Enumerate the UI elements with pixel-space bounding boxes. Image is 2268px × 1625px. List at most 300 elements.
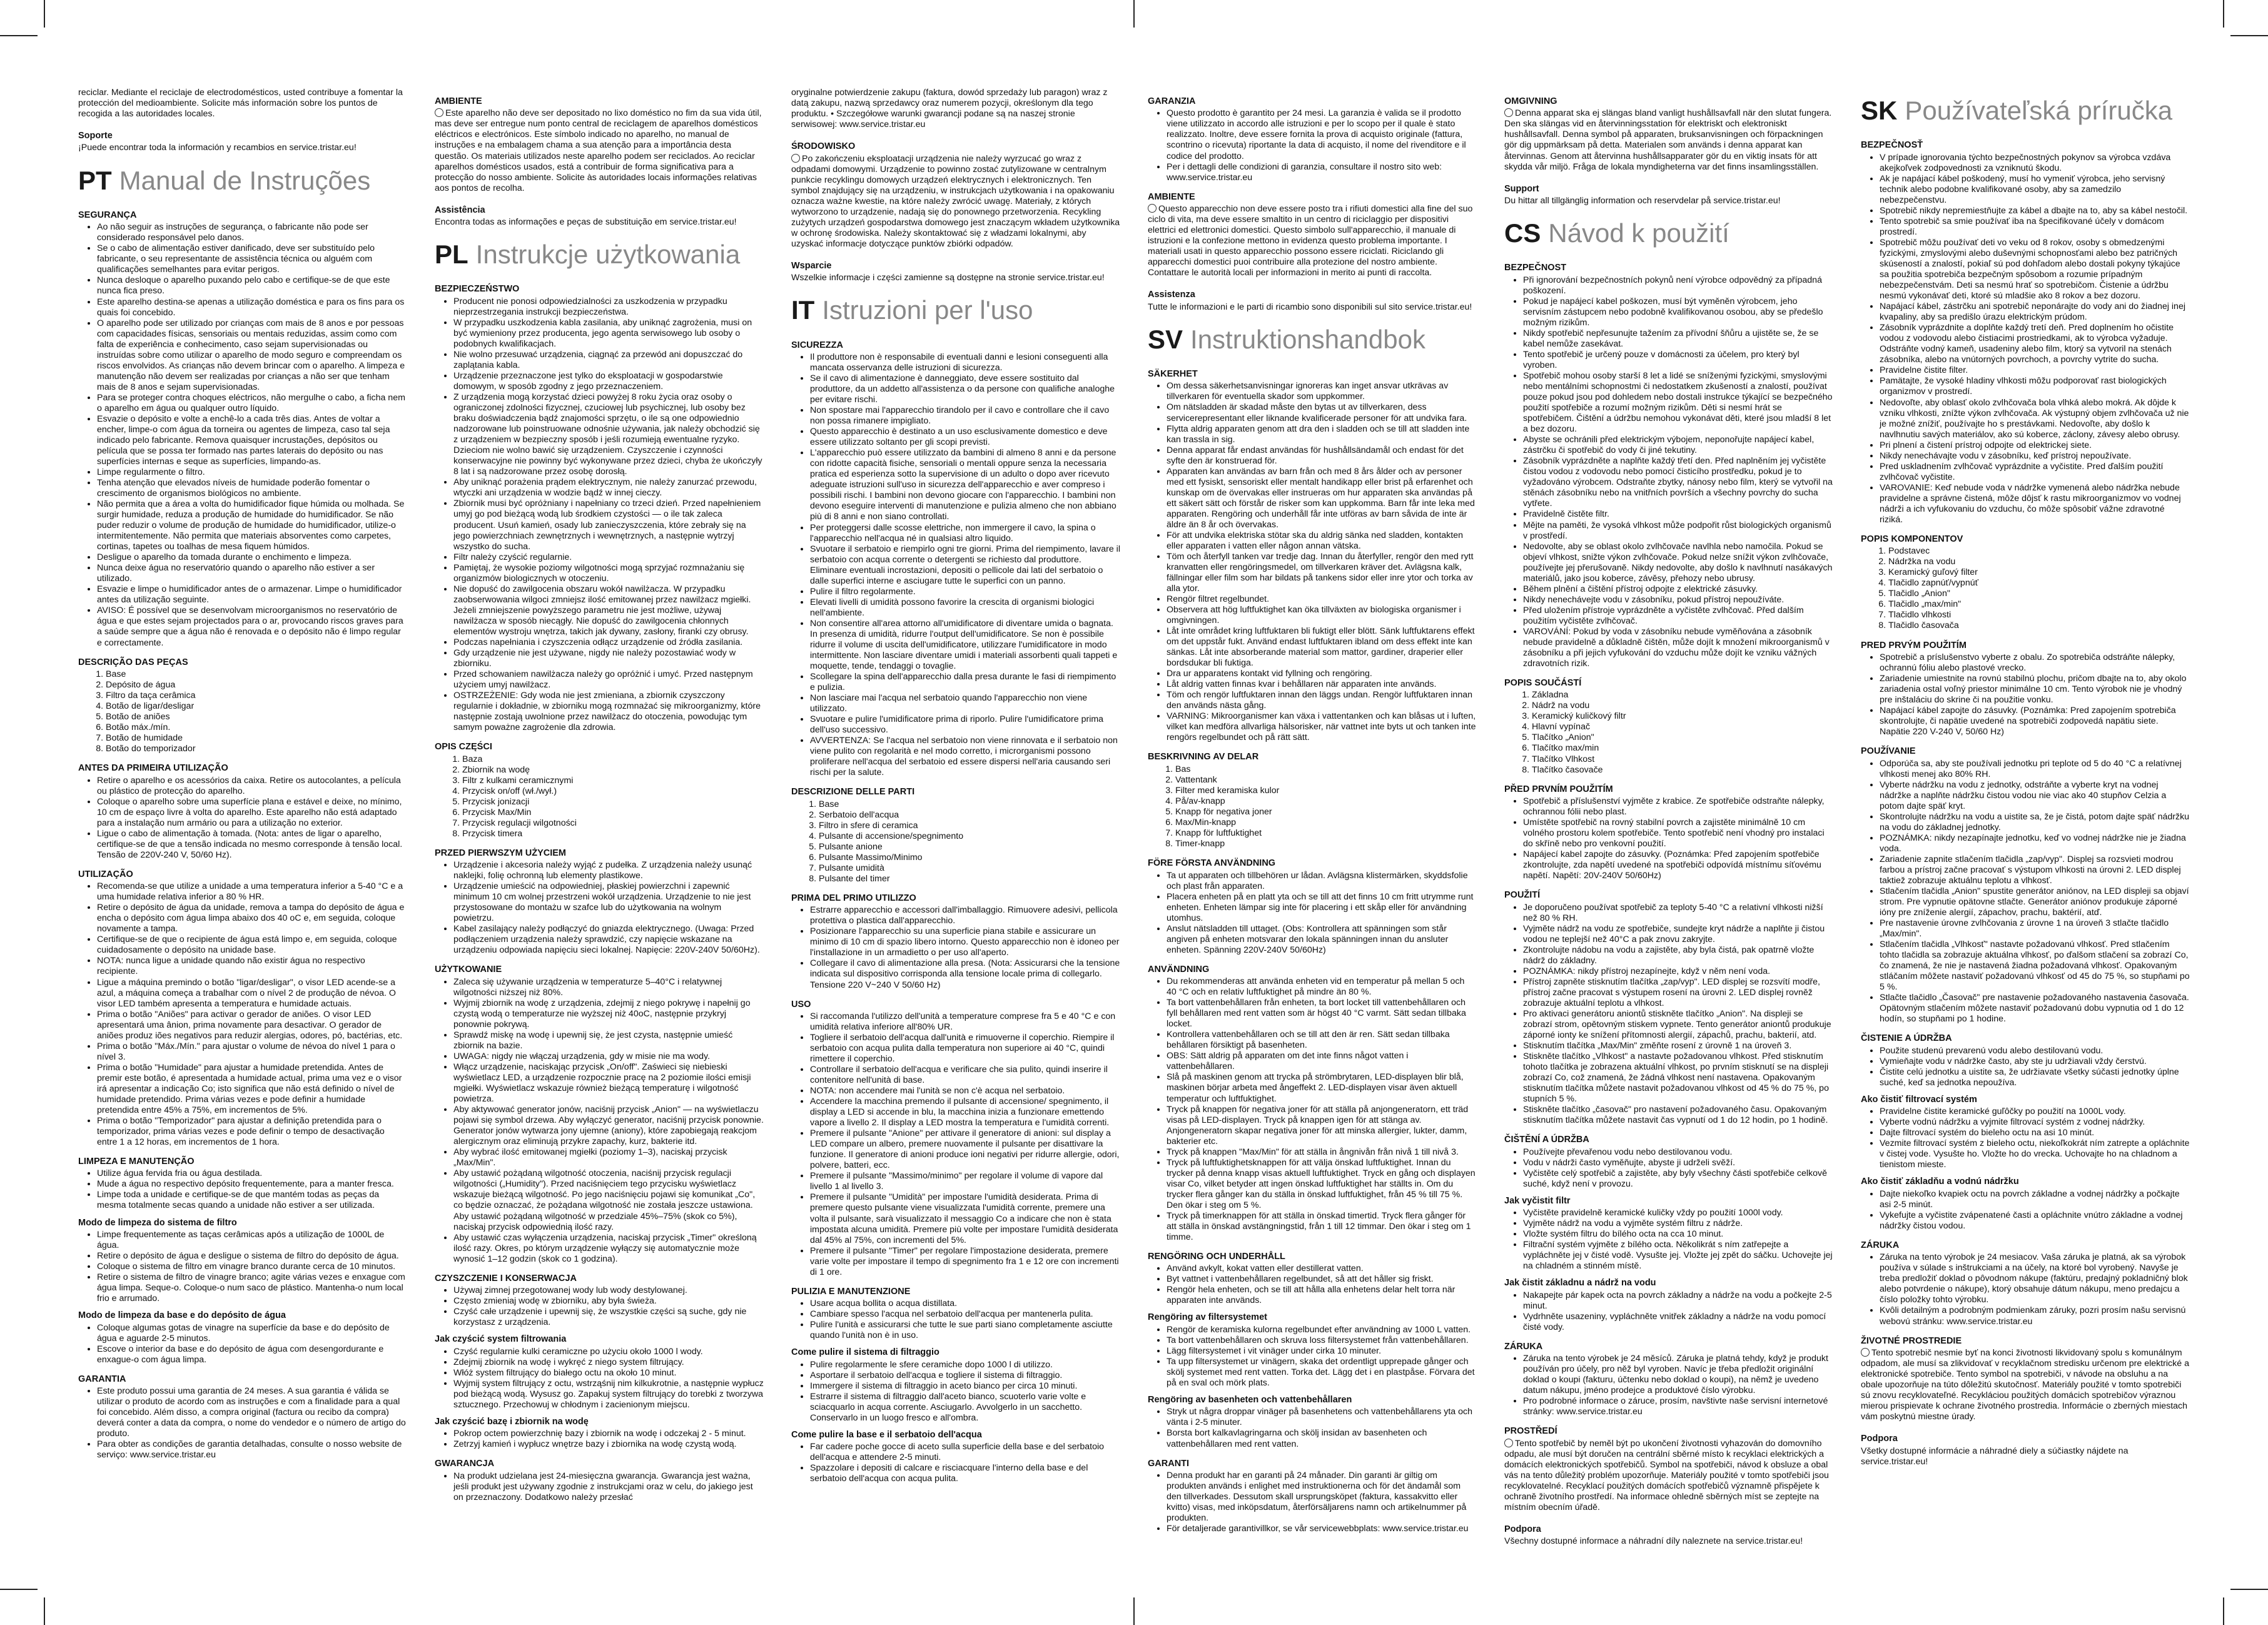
manual-title: Návod k použití bbox=[1548, 218, 1729, 248]
list-item: 2. Vattentank bbox=[1175, 775, 1477, 786]
list-item: • Zaleca się używanie urządzenia w temperaturze 5–40°C i relatywnej wilgotności niższej niż 80%. bbox=[453, 977, 764, 998]
list-item: • Byt vattnet i vattenbehållaren regelbundet, så att det håller sig friskt. bbox=[1167, 1274, 1477, 1285]
recycle-bin-icon bbox=[435, 108, 443, 117]
list-item: 7. Przycisk regulacji wilgotności bbox=[462, 818, 764, 829]
section-heading: ANVÄNDNING bbox=[1148, 964, 1210, 974]
paragraph bbox=[78, 143, 407, 153]
list-item: • Om dessa säkerhetsanvisningar ignoreras kan inget ansvar utkrävas av tillverkaren för eventuella skador som uppkommer. bbox=[1167, 381, 1477, 402]
section-heading: AMBIENTE bbox=[1148, 191, 1195, 202]
list-item: • För att undvika elektriska stötar ska du aldrig sänka ned sladden, kontakten eller apparaten i vatten eller någon annan vätska. bbox=[1167, 530, 1477, 552]
list-item: • Dajte filtrovací systém do bieleho octu na asi 10 minút. bbox=[1880, 1128, 2190, 1138]
list-item: • Pri plnení a čistení prístroj odpojte od elektrickej siete. bbox=[1880, 440, 2190, 451]
list-item: • Coloque algumas gotas de vinagre na superfície da base e do depósito de água e aguarde 2-5 minutos. bbox=[97, 1323, 407, 1344]
list-item: • AVVERTENZA: Se l'acqua nel serbatoio non viene rinnovata e il serbatoio non viene pulito con regolarità e nel modo corretto, i microrganismi possono proliferare nell'acqua del serbatoio ed essere dispersi nell'aria causando seri rischi per la salute. bbox=[810, 736, 1120, 778]
list-item: 6. Tlačidlo „max/min" bbox=[1888, 599, 2190, 610]
subheading: Podpora bbox=[1504, 1524, 1541, 1535]
bullet-list bbox=[1148, 108, 1477, 183]
list-item: • Odporúča sa, aby ste používali jednotku pri teplote od 5 do 40 °C a relatívnej vlhkosti menej ako 80% RH. bbox=[1880, 759, 2190, 780]
list-item: • Não permita que a área a volta do humidificador fique húmida ou molhada. Se surgir humidade, reduza a produção de humidade do humidificador. Se não puder reduzir o volume de produção de humidade do humidificador, utilize-o intermitentemente. Não permita que materiais absorventes como carpetes, cortinas, tapetes ou toalhas de mesa fiquem húmidos. bbox=[97, 499, 407, 552]
list-item: • Tryck på timerknappen för att ställa in önskad timertid. Tryck flera gånger för att ställa in önskad avstängningstid, från 1 till 12 timmar. Den ökar i steg om 1 timme. bbox=[1167, 1211, 1477, 1243]
list-item: • NOTA: nunca ligue a unidade quando não existir água no respectivo recipiente. bbox=[97, 956, 407, 977]
list-item: • Pamiętaj, że wysokie poziomy wilgotności mogą sprzyjać rozmnażaniu się organizmów biologicznych w otoczeniu. bbox=[453, 563, 764, 584]
subheading: Jak vyčistit filtr bbox=[1504, 1195, 1571, 1206]
list-item: 8. Botão do temporizador bbox=[106, 744, 407, 754]
list-item: • Låt aldrig vatten finnas kvar i behållaren när apparaten inte används. bbox=[1167, 679, 1477, 690]
list-item: 8. Timer-knapp bbox=[1175, 839, 1477, 849]
paragraph bbox=[78, 88, 407, 119]
section-heading: ŽIVOTNÉ PROSTREDIE bbox=[1861, 1335, 1962, 1346]
list-item: 2. Zbiornik na wodę bbox=[462, 765, 764, 776]
crop-mark bbox=[2230, 1589, 2268, 1590]
fold-mark bbox=[1133, 1597, 1135, 1625]
list-item: • Producent nie ponosi odpowiedzialności za uszkodzenia w przypadku nieprzestrzegania instrukcji bezpieczeństwa. bbox=[453, 296, 764, 318]
bullet-list bbox=[1148, 976, 1477, 1243]
list-item: • L'apparecchio può essere utilizzato da bambini di almeno 8 anni e da persone con ridotte capacità fisiche, sensoriali o mentali oppure senza la necessaria pratica ed esperienza sotto la supervisione di un adulto o dopo aver ricevuto adeguate istruzioni sull'uso in sicurezza dell'apparecchio e aver compreso i possibili rischi. I bambini non devono giocare con l'apparecchio. I bambini non devono eseguire interventi di manutenzione e pulizia almeno che non abbiano più di 8 anni e non siano controllati. bbox=[810, 448, 1120, 522]
list-item: • Vydrhněte usazeniny, vypláchněte vnitřek základny a nádrže na vodu pomocí čisté vody. bbox=[1523, 1312, 1833, 1333]
section-heading: PROSTŘEDÍ bbox=[1504, 1426, 1557, 1437]
list-item: • Premere il pulsante "Umidità" per impostare l'umidità desiderata. Prima di premere questo pulsante viene visualizzata l'umidità corrente, premere una volta il pulsante, sarà visualizzato il messaggio Co a indicare che non è stata impostata alcuna umidità. Premere più volte per impostare l'umidità desiderata dal 45% al 75%, con incrementi del 5%. bbox=[810, 1192, 1120, 1245]
list-item: • Skontrolujte nádržku na vodu a uistite sa, že je čistá, potom dajte späť nádržku na vodu do základnej jednotky. bbox=[1880, 812, 2190, 833]
list-item: • Vyberte nádržku na vodu z jednotky, odstráňte a vyberte kryt na vodnej nádržke a naplňte nádržku čistou vodou nie viac ako 40 stupňov Celzia a potom dajte späť kryt. bbox=[1880, 780, 2190, 812]
list-item: • Questo apparecchio è destinato a un uso esclusivamente domestico e deve essere utilizzato soltanto per gli scopi previsti. bbox=[810, 427, 1120, 448]
list-item: • Używaj zimnej przegotowanej wody lub wody destylowanej. bbox=[453, 1285, 764, 1296]
bullet-list bbox=[78, 1323, 407, 1365]
list-item: • Umístěte spotřebič na rovný stabilní povrch a zajistěte minimálně 10 cm volného prostoru kolem spotřebiče. Tento spotřebič není vhodný pro instalaci do skříně nebo pro venkovní použití. bbox=[1523, 818, 1833, 849]
paragraph-text: ¡Puede encontrar toda la información y recambios en service.tristar.eu! bbox=[78, 143, 357, 153]
list-item: • Pro podrobné informace o záruce, prosím, navštivte naše servisní internetové stránky: www.service.tristar.eu bbox=[1523, 1396, 1833, 1417]
list-item: • Wyjmij zbiornik na wodę z urządzenia, zdejmij z niego pokrywę i napełnij go czystą wodą o temperaturze nie wyższej niż 40oC, następnie przykryj ponownie pokrywą. bbox=[453, 998, 764, 1030]
bullet-list bbox=[1861, 759, 2190, 1025]
bullet-list bbox=[435, 977, 764, 1265]
list-item: • Tento spotřebič je určený pouze v domácnosti za účelem, pro který byl vyroben. bbox=[1523, 350, 1833, 371]
list-item: • Zariadenie zapnite stlačením tlačidla „zap/vyp". Displej sa rozsvieti modrou farbou a prístroj začne pracovať s výstupom vlhkosti na úrovni 2. LED displej taktiež zobrazuje aktuálnu teplotu a vlhkosť. bbox=[1880, 854, 2190, 886]
bullet-list bbox=[1861, 1252, 2190, 1327]
list-item: 3. Filtro da taça cerâmica bbox=[106, 691, 407, 701]
section-heading: ANTES DA PRIMEIRA UTILIZAÇÃO bbox=[78, 763, 228, 774]
list-item: 3. Filtro in sfere di ceramica bbox=[819, 821, 1120, 831]
list-item: • Prima o botão "Humidade" para ajustar a humidade pretendida. Antes de premir este botão, é apresentada a humidade actual, prima uma vez e o visor irá apresentar a indicação Co; isto significa que não está definido o nível de humidade pretendido. Prima várias vezes e pode definir a humidade pretendida entre 45% a 75%, em incrementos de 5%. bbox=[97, 1063, 407, 1116]
bullet-list bbox=[1148, 1471, 1477, 1534]
paragraph-text: Všetky dostupné informácie a náhradné diely a súčiastky nájdete na service.tristar.eu! bbox=[1861, 1445, 2129, 1467]
list-item: • Svuotare e pulire l'umidificatore prima di riporlo. Pulire l'umidificatore prima dell'uso successivo. bbox=[810, 714, 1120, 736]
list-item: 2. Serbatoio dell'acqua bbox=[819, 810, 1120, 821]
list-item: • Stlačením tlačidla „Anion" spustite generátor aniónov, na LED displeji sa objaví strom. Pre vypnutie opätovne stlačte. Generátor aniónov produkuje záporné ióny pre zníženie alergií, zápachov, prachu, baktérií, atď. bbox=[1880, 886, 2190, 918]
list-item: • Si raccomanda l'utilizzo dell'unità a temperature comprese fra 5 e 40 °C e con umidità relativa inferiore all'80% UR. bbox=[810, 1011, 1120, 1033]
list-item: 6. Pulsante Massimo/Minimo bbox=[819, 853, 1120, 863]
bullet-list bbox=[1861, 153, 2190, 525]
paragraph bbox=[791, 88, 1120, 130]
list-item: • Utilize água fervida fria ou água destilada. bbox=[97, 1168, 407, 1179]
crop-mark bbox=[0, 35, 38, 36]
bullet-list bbox=[791, 1011, 1120, 1278]
subheading: Support bbox=[1504, 183, 1539, 194]
column-6 bbox=[1861, 88, 2190, 1539]
list-item: • Aby ustawić czas wyłączenia urządzenia, naciskaj przycisk „Timer" określoną ilość razy. Okres, po którym urządzenie wyłączy się automatycznie może wynosić 1–12 godzin (skok co 1 godzina). bbox=[453, 1233, 764, 1265]
list-item: • Per i dettagli delle condizioni di garanzia, consultare il nostro sito web: www.service.tristar.eu bbox=[1167, 162, 1477, 183]
section-heading: UTILIZAÇÃO bbox=[78, 869, 133, 879]
list-item: • Zetrzyj kamień i wypłucz wnętrze bazy i zbiornika na wodę czystą wodą. bbox=[453, 1439, 764, 1450]
section-heading: GARANTIA bbox=[78, 1374, 126, 1384]
list-item: • Posizionare l'apparecchio su una superficie piana stabile e assicurare un minimo di 10 cm di spazio libero intorno. Questo apparecchio non è idoneo per l'installazione in un armadietto o per uso all'aperto. bbox=[810, 926, 1120, 958]
list-item: • Este produto possui uma garantia de 24 meses. A sua garantia é válida se utilizar o produto de acordo com as instruções e com a finalidade para a qual foi concebido. Além disso, a compra original (factura ou recibo da compra) deverá conter a data da compra, o nome do vendedor e o número de artigo do produto. bbox=[97, 1386, 407, 1439]
list-item: • AVISO: É possível que se desenvolvam microorganismos no reservatório de água e que estes sejam projectados para o ar, provocando riscos graves para a saúde sempre que a água não é renovada e o depósito não é limpo regular e correctamente. bbox=[97, 605, 407, 648]
section-heading: BEZPEČNOSŤ bbox=[1861, 140, 1923, 151]
list-item: • Zásobník vyprázdněte a naplňte každý třetí den. Před naplněním jej vyčistěte čistou vodou z vodovodu nebo pomocí čisticího prostředku, pokud je to vyžadováno výrobcem. Odstraňte zbytky, nánosy nebo film, který se vytvořil na stěnách zásobníku nebo na vnitřních površích a všechny povrchy do sucha vytřete. bbox=[1523, 456, 1833, 509]
subheading: Rengöring av filtersystemet bbox=[1148, 1312, 1267, 1323]
list-item: • Aby aktywować generator jonów, naciśnij przycisk „Anion" — na wyświetlaczu pojawi się symbol drzewa. Aby wyłączyć generator, naciśnij przycisk ponownie. Generator jonów wytwarza jony ujemne (aniony), które zapobiegają reakcjom alergicznym oraz eliminują przykre zapachy, kurz, bakterie itd. bbox=[453, 1105, 764, 1147]
paragraph-text: oryginalne potwierdzenie zakupu (faktura, dowód sprzedaży lub paragon) wraz z datą zakupu, nazwą sprzedawcy oraz numerem pozycji, określonym dla tego produktu. • Szczegółowe warunki gwarancji podane są na naszej stronie serwisowej: www.service.tristar.eu bbox=[791, 88, 1108, 130]
list-item: • Per proteggersi dalle scosse elettriche, non immergere il cavo, la spina o l'apparecchio nell'acqua né in qualsiasi altro liquido. bbox=[810, 523, 1120, 544]
list-item: • OSTRZEŻENIE: Gdy woda nie jest zmieniana, a zbiornik czyszczony regularnie i dokładnie, w zbiorniku mogą rozmnażać się mikroorganizmy, które następnie zostają uwolnione przez nawilżacz do otoczenia, powodując tym samym poważne zagrożenie dla zdrowia. bbox=[453, 691, 764, 733]
subheading: Assistenza bbox=[1148, 290, 1195, 300]
list-item: • Zbiornik musi być opróżniany i napełniany co trzeci dzień. Przed napełnieniem umyj go pod bieżącą wodą lub środkiem czystości — o ile tak zaleca producent. Usuń kamień, osady lub zanieczyszczenia, które zebrały się na jego powierzchniach zewnętrznych i wewnętrznych, a następnie wytrzyj wszystko do sucha. bbox=[453, 499, 764, 552]
list-item: • Používejte převařenou vodu nebo destilovanou vodu. bbox=[1523, 1147, 1833, 1158]
list-item: 2. Nádrž na vodu bbox=[1532, 701, 1833, 711]
list-item: • Coloque o sistema de filtro em vinagre branco durante cerca de 10 minutos. bbox=[97, 1262, 407, 1272]
list-item: • Premere il pulsante "Anione" per attivare il generatore di anioni: sul display a LED compare un albero, premere nuovamente il pulsante per disattivare la funzione. Il generatore di anioni produce ioni negativi per ridurre allergie, odori, polvere, batteri, ecc. bbox=[810, 1128, 1120, 1171]
subheading: Podpora bbox=[1861, 1434, 1898, 1444]
list-item: • Vezmite filtrovací systém z bieleho octu, niekoľkokrát ním zatrepte a opláchnite v čistej vode. Vysušte ho. Vložte ho do vrecka. Uchovajte ho na chladnom a tienistom mieste. bbox=[1880, 1138, 2190, 1170]
paragraph-text: Všechny dostupné informace a náhradní díly naleznete na service.tristar.eu! bbox=[1504, 1536, 1803, 1547]
section-heading: BEZPEČNOST bbox=[1504, 263, 1567, 273]
list-item: • Záruka na tento výrobok je 24 mesiacov. Vaša záruka je platná, ak sa výrobok používa v súlade s inštrukciami a na účely, na ktoré bol vyrobený. Navyše je treba predložiť doklad o pôvodnom nákupe (faktúru, predajný pokladničný blok alebo potvrdenie o nákupe), ktorý obsahuje dátum nákupu, meno predajcu a číslo položky tohto výrobku. bbox=[1880, 1252, 2190, 1305]
list-item: • Para obter as condições de garantia detalhadas, consulte o nosso website de serviço: www.service.tristar.eu bbox=[97, 1439, 407, 1460]
list-item: • Använd avkylt, kokat vatten eller destillerat vatten. bbox=[1167, 1263, 1477, 1274]
list-item: 8. Tlačidlo časovača bbox=[1888, 620, 2190, 631]
bullet-list bbox=[1504, 1208, 1833, 1272]
list-item: • POZNÁMKA: nikdy nezapínajte jednotku, keď vo vodnej nádržke nie je žiadna voda. bbox=[1880, 833, 2190, 854]
list-item: • Collegare il cavo di alimentazione alla presa. (Nota: Assicurarsi che la tensione indicata sul dispositivo corrisponda alla tensione locale prima di collegarlo. Tensione 220 V~240 V 50/60 Hz) bbox=[810, 958, 1120, 990]
list-item: • Estrarre il sistema di filtraggio dall'aceto bianco, scuoterlo varie volte e sciacquarlo in acqua corrente. Asciugarlo. Avvolgerlo in un sacchetto. Conservarlo in un luogo fresco e all'ombra. bbox=[810, 1392, 1120, 1424]
list-item: 3. Filter med keramiska kulor bbox=[1175, 786, 1477, 796]
bullet-list bbox=[791, 352, 1120, 778]
list-item: 5. Botão de aniões bbox=[106, 712, 407, 722]
list-item: • Zkontrolujte nádobu na vodu a zajistěte, aby byla čistá, pak opatrně vložte nádrž do základny. bbox=[1523, 945, 1833, 966]
list-item: • Pravidelně čistěte filtr. bbox=[1523, 509, 1833, 520]
crop-mark bbox=[2223, 0, 2224, 28]
crop-mark bbox=[2223, 1597, 2224, 1625]
list-item: • Napájecí kabel zapojte do zásuvky. (Poznámka: Před zapojením spotřebiče zkontrolujte, zda napětí uvedené na spotřebiči odpovídá místnímu síťovému napětí. Napětí: 20V-240V 50/60Hz) bbox=[1523, 849, 1833, 881]
list-item: • Coloque o aparelho sobre uma superfície plana e estável e deixe, no mínimo, 10 cm de espaço livre à volta do aparelho. Este aparelho não está adaptado para a instalação num armário ou para a utilização no exterior. bbox=[97, 797, 407, 829]
paragraph-text: Este aparelho não deve ser depositado no lixo doméstico no fim da sua vida útil, mas deve ser entregue num ponto central de reciclagem de aparelhos domésticos eléctricos e electrónicos. Este símbolo indicado no aparelho, no manual de instruções e na embalagem chama a sua atenção para a importância desta questão. Os materiais utilizados neste aparelho podem ser reciclados. Ao reciclar aparelhos domésticos usados, está a contribuir de forma significativa para a protecção do nosso ambiente. Solicite às autoridades locais informações relativas aos pontos de recolha. bbox=[435, 108, 762, 193]
section-title bbox=[1504, 218, 1833, 249]
list-item: • Il produttore non è responsabile di eventuali danni e lesioni conseguenti alla mancata osservanza delle istruzioni di sicurezza. bbox=[810, 352, 1120, 373]
list-item: • Vložte systém filtru do bílého octa na cca 10 minut. bbox=[1523, 1229, 1833, 1240]
list-item: • Zdejmij zbiornik na wodę i wykręć z niego system filtrujący. bbox=[453, 1357, 764, 1368]
list-item: • Czyść regularnie kulki ceramiczne po użyciu około 1000 l wody. bbox=[453, 1347, 764, 1357]
list-item: • Sprawdź miskę na wodę i upewnij się, że jest czysta, następnie umieść zbiornik na bazie. bbox=[453, 1030, 764, 1051]
list-item: • Observera att hög luftfuktighet kan öka tillväxten av biologiska organismer i omgivningen. bbox=[1167, 605, 1477, 626]
paragraph bbox=[791, 154, 1120, 250]
list-item: • Desligue o aparelho da tomada durante o enchimento e limpeza. bbox=[97, 552, 407, 563]
list-item: • POZNÁMKA: nikdy přístroj nezapínejte, když v něm není voda. bbox=[1523, 966, 1833, 977]
list-item: • Pravidelne čistite filter. bbox=[1880, 365, 2190, 376]
list-item: • Retire o depósito de água e desligue o sistema de filtro do depósito de água. bbox=[97, 1251, 407, 1262]
bullet-list bbox=[1504, 796, 1833, 881]
list-item: • Töm och rengör luftfuktaren innan den läggs undan. Rengör luftfuktaren innan den används nästa gång. bbox=[1167, 690, 1477, 711]
list-item: • Non consentire all'area attorno all'umidificatore di diventare umida o bagnata. In presenza di umidità, ridurre l'output dell'umidificatore. Se non è possibile ridurre il volume di uscita dell'umidificatore, utilizzare l'umidificatore in modo intermittente. Non lasciare diventare umidi i materiali assorbenti quali tappeti e moquette, tende, tendaggi o tovaglie. bbox=[810, 619, 1120, 672]
list-item: • Låt inte området kring luftfuktaren bli fuktigt eller blött. Sänk luftfuktarens effekt om det uppstår fukt. Använd endast luftfuktaren ibland om dess effekt inte kan sänkas. Låt inte absorberande material som mattor, gardiner, draperier eller bordsdukar bli fuktiga. bbox=[1167, 626, 1477, 669]
list-item: • Czyść całe urządzenie i upewnij się, że wszystkie części są suche, gdy nie korzystasz z urządzenia. bbox=[453, 1307, 764, 1328]
list-item: • Prima o botão "Máx./Mín." para ajustar o volume de névoa do nível 1 para o nível 3. bbox=[97, 1041, 407, 1063]
list-item: • Nie dopuść do zawilgocenia obszaru wokół nawilżacza. W przypadku zaobserwowania wilgoci zmniejsz ilość emitowanej przez nawilżacz mgiełki. Jeżeli zmniejszenie powyższego parametru nie jest możliwe, używaj nawilżacza w sposób niecągły. Nie dopuść do zawilgocenia chłonnych elementów wystroju wnętrza, takich jak dywany, zasłony, firanki czy obrusy. bbox=[453, 584, 764, 637]
list-item: 3. Filtr z kulkami ceramicznymi bbox=[462, 776, 764, 786]
list-item: 1. Bas bbox=[1175, 764, 1477, 775]
list-item: • Vymieňajte vodu v nádržke často, aby ste ju udržiavali vždy čerstvú. bbox=[1880, 1056, 2190, 1067]
bullet-list bbox=[1504, 1147, 1833, 1190]
list-item: • Denna apparat får endast användas för hushållsändamål och endast för det syfte den är konstruerad för. bbox=[1167, 445, 1477, 467]
bullet-list bbox=[435, 1347, 764, 1410]
fold-mark bbox=[1133, 0, 1135, 28]
section-heading: ČIŠTĚNÍ A ÚDRŽBA bbox=[1504, 1135, 1589, 1145]
section-heading: GARANTI bbox=[1148, 1458, 1190, 1469]
language-code: PT bbox=[78, 165, 112, 195]
list-item: • Włóż system filtrujący do białego octu na około 10 minut. bbox=[453, 1368, 764, 1379]
list-item: • Vyjměte nádrž na vodu ze spotřebiče, sundejte kryt nádrže a naplňte ji čistou vodou ne teplejší než 40°C a pak znovu zakryjte. bbox=[1523, 924, 1833, 945]
list-item: • Du rekommenderas att använda enheten vid en temperatur på mellan 5 och 40 °C och en relativ luftfuktighet på mindre än 80 %. bbox=[1167, 976, 1477, 998]
section-heading: ŚRODOWISKO bbox=[791, 141, 856, 152]
list-item: • Retire o aparelho e os acessórios da caixa. Retire os autocolantes, a película ou plástico de protecção do aparelho. bbox=[97, 776, 407, 797]
list-item: • Om nätsladden är skadad måste den bytas ut av tillverkaren, dess servicerepresentant eller liknande kvalificerade personer för att undvika fara. bbox=[1167, 402, 1477, 423]
list-item: 4. Przycisk on/off (wł./wył.) bbox=[462, 786, 764, 797]
section-heading: POUŽÍVANIE bbox=[1861, 746, 1916, 757]
list-item: • Anslut nätsladden till uttaget. (Obs: Kontrollera att spänningen som står angiven på enheten motsvarar den lokala spänningen innan du ansluter enheten. Spänning 220V-240V 50/60Hz) bbox=[1167, 924, 1477, 956]
list-item: • Mějte na paměti, že vysoká vlhkost může podpořit růst biologických organismů v prostředí. bbox=[1523, 520, 1833, 542]
bullet-list bbox=[791, 1360, 1120, 1424]
list-item: • Spotřebič mohou osoby starší 8 let a lidé se sníženými fyzickými, smyslovými nebo mentálními schopnostmi či nedostatkem zkušeností a znalostí, používat pouze pokud jsou pod dohledem nebo dostali instrukce týkající se bezpečného použití spotřebiče a rozumí možným rizikům. Děti si nesmí hrát se spotřebičem. Čištění a údržbu nemohou vykonávat děti, které jsou mladší 8 let a bez dozoru. bbox=[1523, 371, 1833, 435]
list-item: • Recomenda-se que utilize a unidade a uma temperatura inferior a 5-40 °C e a uma humidade relativa inferior a 80 % HR. bbox=[97, 881, 407, 903]
list-item: • Pokrop octem powierzchnię bazy i zbiornik na wodę i odczekaj 2 - 5 minut. bbox=[453, 1429, 764, 1439]
bullet-list bbox=[1861, 1189, 2190, 1232]
bullet-list bbox=[1504, 1354, 1833, 1417]
list-item: • Aby wybrać ilość emitowanej mgiełki (poziomy 1–3), naciskaj przycisk „Max/Min". bbox=[453, 1147, 764, 1168]
column-4 bbox=[1148, 88, 1477, 1539]
parts-list bbox=[1504, 690, 1833, 775]
list-item: • Pred uskladnením zvlhčovač vyprázdnite a vyčistite. Pred ďalším použití zvlhčovač vyčistite. bbox=[1880, 462, 2190, 483]
section-heading: LIMPEZA E MANUTENÇÃO bbox=[78, 1157, 195, 1167]
list-item: • Podczas napełniania i czyszczenia odłącz urządzenie od źródła zasilania. bbox=[453, 637, 764, 648]
list-item: • Limpe regularmente o filtro. bbox=[97, 467, 407, 478]
list-item: • Nikdy spotřebič nepřesunujte tažením za přívodní šňůru a ujistěte se, že se kabel nemůže zasekávat. bbox=[1523, 328, 1833, 350]
list-item: 8. Tlačítko časovače bbox=[1532, 765, 1833, 776]
list-item: • Filtr należy czyścić regularnie. bbox=[453, 552, 764, 563]
manual-title: Instrukcje użytkowania bbox=[475, 240, 741, 270]
section-heading: PRZED PIERWSZYM UŻYCIEM bbox=[435, 848, 566, 858]
list-item: • Spotřebič a příslušenství vyjměte z krabice. Ze spotřebiče odstraňte nálepky, ochrannou fólii nebo plast. bbox=[1523, 796, 1833, 818]
list-item: • Far cadere poche gocce di aceto sulla superficie della base e del serbatoio dell'acqua e attendere 2-5 minuti. bbox=[810, 1442, 1120, 1463]
crop-mark bbox=[2230, 35, 2268, 36]
section-heading: ZÁRUKA bbox=[1504, 1341, 1543, 1352]
language-code: CS bbox=[1504, 218, 1541, 248]
paragraph bbox=[1504, 1439, 1833, 1513]
section-title bbox=[78, 165, 407, 196]
section-heading: FÖRE FÖRSTA ANVÄNDNING bbox=[1148, 858, 1276, 869]
list-item: • Placera enheten på en platt yta och se till att det finns 10 cm fritt utrymme runt enheten. Enheten lämpar sig inte för placering i ett skåp eller för användning utomhus. bbox=[1167, 892, 1477, 924]
list-item: 4. Pulsante di accensione/spegnimento bbox=[819, 831, 1120, 842]
list-item: • Se il cavo di alimentazione è danneggiato, deve essere sostituito dal produttore, da un addetto all'assistenza o da persone con qualifiche analoghe per evitare rischi. bbox=[810, 373, 1120, 405]
list-item: • Lägg filtersystemet i vit vinäger under cirka 10 minuter. bbox=[1167, 1346, 1477, 1357]
list-item: • Flytta aldrig apparaten genom att dra den i sladden och se till att sladden inte kan trassla in sig. bbox=[1167, 424, 1477, 445]
recycle-bin-icon bbox=[1504, 108, 1513, 117]
list-item: • Limpe frequentemente as taças cerâmicas após a utilização de 1000L de água. bbox=[97, 1230, 407, 1251]
section-heading: SEGURANÇA bbox=[78, 210, 137, 220]
list-item: 4. Hlavní vypínač bbox=[1532, 722, 1833, 732]
section-heading: POUŽITÍ bbox=[1504, 890, 1541, 901]
section-heading: USO bbox=[791, 999, 811, 1010]
language-code: IT bbox=[791, 295, 815, 325]
list-item: • Zásobník vyprázdnite a doplňte každý tretí deň. Pred doplnením ho očistite vodou z vodovodu alebo čistiacimi prostriedkami, ak to výrobca vyžaduje. Odstráňte vodný kameň, usadeniny alebo film, ktorý sa vytvoril na stenách zásobníka, alebo na vnútorných povrchoch, a povrchy vytrite do sucha. bbox=[1880, 323, 2190, 365]
section-heading: UŻYTKOWANIE bbox=[435, 964, 502, 975]
list-item: 4. Tlačidlo zapnúť/vypnúť bbox=[1888, 578, 2190, 589]
list-item: 7. Tlačidlo vlhkosti bbox=[1888, 610, 2190, 620]
section-heading: GARANZIA bbox=[1148, 96, 1196, 106]
paragraph bbox=[435, 108, 764, 193]
list-item: • Dajte niekoľko kvapiek octu na povrch základne a vodnej nádržky a počkajte asi 2-5 minút. bbox=[1880, 1189, 2190, 1210]
list-item: • Immergere il sistema di filtraggio in aceto bianco per circa 10 minuti. bbox=[810, 1381, 1120, 1392]
subheading: Jak czyścić bazę i zbiornik na wodę bbox=[435, 1416, 589, 1427]
list-item: 8. Pulsante del timer bbox=[819, 874, 1120, 884]
list-item: • Borsta bort kalkavlagringarna och skölj insidan av basenheten och vattenbehållaren med rent vatten. bbox=[1167, 1428, 1477, 1449]
bullet-list bbox=[435, 860, 764, 956]
manual-title: Používateľská príručka bbox=[1905, 96, 2173, 125]
section-title bbox=[435, 239, 764, 270]
section-heading: AMBIENTE bbox=[435, 96, 482, 106]
column-5 bbox=[1504, 88, 1833, 1547]
list-item: • Nunca deixe água no reservatório quando o aparelho não estiver a ser utilizado. bbox=[97, 563, 407, 584]
list-item: • VAROVANIE: Keď nebude voda v nádržke vymenená alebo nádržka nebude pravidelne a správne čistená, môže dôjsť k rastu mikroorganizmov vo vodnej nádrži a ich vyfukovaniu do vzduchu, čo môže spôsobiť vážne zdravotné riziká. bbox=[1880, 483, 2190, 525]
list-item: • Urządzenie i akcesoria należy wyjąć z pudełka. Z urządzenia należy usunąć naklejki, folię ochronną lub elementy plastikowe. bbox=[453, 860, 764, 881]
list-item: • Tenha atenção que elevados níveis de humidade poderão fomentar o crescimento de organismos biológicos no ambiente. bbox=[97, 478, 407, 499]
bullet-list bbox=[78, 222, 407, 648]
section-heading: ZÁRUKA bbox=[1861, 1240, 1900, 1250]
bullet-list bbox=[791, 1442, 1120, 1484]
list-item: • Pamätajte, že vysoké hladiny vlhkosti môžu podporovať rast biologických organizmov v prostredí. bbox=[1880, 376, 2190, 397]
paragraph bbox=[1861, 1446, 2190, 1467]
section-heading: GWARANCJA bbox=[435, 1459, 495, 1469]
list-item: • Spotrebič a príslušenstvo vyberte z obalu. Zo spotrebiča odstráňte nálepky, ochrannú fóliu alebo plastové vrecko. bbox=[1880, 652, 2190, 674]
parts-list bbox=[791, 799, 1120, 884]
paragraph-text: Tento spotrebič nesmie byť na konci životnosti likvidovaný spolu s komunálnym odpadom, ale musí sa zlikvidovať v recyklačnom stredisku určenom pre elektrické a elektronické spotrebiče. Tento symbol na spotrebiči, v návode na obsluhu a na obale upozorňuje na túto dôležitú skutočnosť. Materiály použité v tomto spotrebiči sú znovu recyklovateľné. Recykláciou použitých domácich spotrebičov výraznou mierou prispievate k ochrane životného prostredia. Informácie o zberných miestach vám poskytnú miestne úrady. bbox=[1861, 1347, 2189, 1422]
list-item: 1. Podstavec bbox=[1888, 546, 2190, 557]
section-heading: POPIS SOUČÁSTÍ bbox=[1504, 677, 1582, 688]
list-item: • Togliere il serbatoio dell'acqua dall'unità e rimuoverne il coperchio. Riempire il serbatoio con acqua pulita dalla temperatura non superiore ai 40 °C, quindi rimettere il coperchio. bbox=[810, 1033, 1120, 1065]
bullet-list bbox=[791, 1298, 1120, 1341]
list-item: • Urządzenie umieścić na odpowiedniej, płaskiej powierzchni i zapewnić minimum 10 cm wolnej przestrzeni wokół urządzenia. Urządzenie to nie jest przystosowane do montażu w szafce lub do użytkowania na wolnym powietrzu. bbox=[453, 881, 764, 924]
list-item: 4. På/av-knapp bbox=[1175, 796, 1477, 807]
subheading: Ako čistiť základňu a vodnú nádržku bbox=[1861, 1177, 2019, 1187]
list-item: • Nikdy nenechávajte vodu v zásobníku, keď prístroj nepoužívate. bbox=[1880, 451, 2190, 462]
list-item: • Retire o sistema de filtro de vinagre branco; agite várias vezes e enxague com água limpa. Seque-o. Coloque-o num saco de plástico. Mantenha-o num local frio e arrumado. bbox=[97, 1272, 407, 1304]
list-item: • Napájací kábel, zástrčku ani spotrebič neponárajte do vody ani do žiadnej inej kvapaliny, aby sa predišlo úrazu elektrickým prúdom. bbox=[1880, 301, 2190, 323]
list-item: • Je doporučeno používat spotřebič za teploty 5-40 °C a relativní vlhkosti nižší než 80 % RH. bbox=[1523, 903, 1833, 924]
column-1 bbox=[78, 88, 407, 1539]
list-item: • Pulire regolarmente le sfere ceramiche dopo 1000 l di utilizzo. bbox=[810, 1360, 1120, 1370]
list-item: • V prípade ignorovania týchto bezpečnostných pokynov sa výrobca vzdáva akejkoľvek zodpovednosti za vzniknutú škodu. bbox=[1880, 153, 2190, 174]
list-item: • Abyste se ochránili před elektrickým výbojem, neponořujte napájecí kabel, zástrčku či spotřebič do vody či jiné tekutiny. bbox=[1523, 435, 1833, 456]
list-item: • Vyčistěte celý spotřebič a zajistěte, aby byly všechny části spotřebiče celkově suché, když není v provozu. bbox=[1523, 1168, 1833, 1190]
list-item: • Controllare il serbatoio dell'acqua e verificare che sia pulito, quindi inserire il contenitore nell'unità di base. bbox=[810, 1065, 1120, 1086]
list-item: • Rengör filtret regelbundet. bbox=[1167, 594, 1477, 605]
paragraph-text: Questo apparecchio non deve essere posto tra i rifiuti domestici alla fine del suo ciclo di vita, ma deve essere smaltito in un centro di riciclaggio per dispositivi elettrici ed elettronici domestici. Questo simbolo sull'apparecchio, il manuale di istruzioni e la confezione mettono in evidenza questo problema importante. I materiali usati in questo apparecchio possono essere riciclati. Riciclando gli apparecchi domestici puoi contribuire alla protezione del nostro ambiente. Contattare le autorità locali per informazioni in merito ai punti di raccolta. bbox=[1148, 204, 1473, 278]
parts-list bbox=[435, 754, 764, 839]
subheading: Come pulire la base e il serbatoio dell'acqua bbox=[791, 1429, 982, 1440]
list-item: • Zariadenie umiestnite na rovnú stabilnú plochu, pričom dbajte na to, aby okolo zariadenia ostal voľný priestor minimálne 10 cm. Tento výrobok nie je vhodný pre inštaláciu do skrine či na použitie vonku. bbox=[1880, 674, 2190, 706]
section-heading: OMGIVNING bbox=[1504, 96, 1557, 106]
list-item: • Ligue a máquina premindo o botão "ligar/desligar", o visor LED acende-se a azul, a máquina começa a trabalhar com o nível 2 de produção de névoa. O visor LED também apresenta a temperatura e humidade actuais. bbox=[97, 978, 407, 1010]
subheading: Soporte bbox=[78, 131, 113, 141]
list-item: • Ligue o cabo de alimentação à tomada. (Nota: antes de ligar o aparelho, certifique-se de que a tensão indicada no mesmo corresponde à tensão local. Tensão de 220V-240 V, 50/60 Hz). bbox=[97, 829, 407, 861]
recycle-bin-icon bbox=[791, 154, 800, 163]
list-item: • Tento spotrebič sa smie používať iba na špecifikované účely v domácom prostredí. bbox=[1880, 216, 2190, 238]
list-item: • Spotrebič môžu používať deti vo veku od 8 rokov, osoby s obmedzenými fyzickými, zmyslovými alebo duševnými schopnosťami alebo bez patričných skúseností a znalostí, pokiaľ sú pod dohľadom alebo dostali pokyny týkajúce sa použitia spotrebiča bezpečným spôsobom a rozumie prípadným nebezpečenstvám. Deti sa nesmú hrať so spotrebičom. Čistenie a údržbu nesmú vykonávať deti, ktoré sú mladšie ako 8 rokov a bez dozoru. bbox=[1880, 238, 2190, 301]
list-item: • Prima o botão "Temporizador" para ajustar a definição pretendida para o temporizador, prima várias vezes e pode definir o tempo de desactivação entre 1 a 12 horas, em incrementos de 1 hora. bbox=[97, 1116, 407, 1148]
section-heading: OPIS CZĘŚCI bbox=[435, 742, 492, 752]
section-heading: PRED PRVÝM POUŽITÍM bbox=[1861, 640, 1967, 651]
paragraph-text: Tutte le informazioni e le parti di ricambio sono disponibili sul sito service.tristar.eu! bbox=[1148, 301, 1472, 312]
paragraph-text: Encontra todas as informações e peças de substituição em service.tristar.eu! bbox=[435, 217, 737, 228]
list-item: • Premere il pulsante "Massimo/minimo" per regolare il volume di vapore dal livello 1 al livello 3. bbox=[810, 1171, 1120, 1192]
list-item: • Denna produkt har en garanti på 24 månader. Din garanti är giltig om produkten används i enlighet med instruktionerna och för det ändamål som den tillverkades. Dessutom skall ursprungsköpet (faktura, kassakvitto eller kvitto) visas, med inköpsdatum, återförsäljarens namn och artikelnummer på produkten. bbox=[1167, 1471, 1477, 1524]
list-item: • VAROVÁNÍ: Pokud by voda v zásobníku nebude vyměňována a zásobník nebude pravidelně a důkladně čištěn, může dojít k množení mikroorganismů v zásobníku a při jejich vyfukování do vzduchu může dojít ke vzniku vážných zdravotních rizik. bbox=[1523, 627, 1833, 669]
list-item: • Stlačením tlačidla „Vlhkosť" nastavte požadovanú vlhkosť. Pred stlačením tohto tlačidla sa zobrazuje aktuálna vlhkosť, po ďalšom stlačení sa zobrazí Co, čo znamená, že nie je nastavená žiadna požadovaná vlhkosť. Opakovaným stláčaním môžete nastaviť požadovanú vlhkosť od 45 do 75 %, so stupňami po 5 %. bbox=[1880, 939, 2190, 993]
list-item: • OBS: Sätt aldrig på apparaten om det inte finns något vatten i vattenbehållaren. bbox=[1167, 1051, 1477, 1072]
section-heading: POPIS KOMPONENTOV bbox=[1861, 534, 1963, 544]
recycle-bin-icon bbox=[1861, 1348, 1870, 1357]
list-item: • Estrarre apparecchio e accessori dall'imballaggio. Rimuovere adesivi, pellicola protettiva o plastica dall'apparecchio. bbox=[810, 905, 1120, 926]
list-item: 1. Base bbox=[819, 799, 1120, 810]
list-item: • Töm och återfyll tanken var tredje dag. Innan du återfyller, rengör den med rytt kranvatten eller rengöringsmedel, om tillverkaren kräver det. Avlägsna kalk, fällningar eller film som har bildats på tankens sidor eller inre ytor och torka av alla ytor. bbox=[1167, 552, 1477, 594]
bullet-list bbox=[1504, 275, 1833, 669]
list-item: • För detaljerade garantivillkor, se vår servicewebbplats: www.service.tristar.eu bbox=[1167, 1524, 1477, 1534]
list-item: • Rengör hela enheten, och se till att hålla alla enhetens delar helt torra när apparaten inte används. bbox=[1167, 1285, 1477, 1306]
paragraph bbox=[435, 217, 764, 228]
parts-list bbox=[1861, 546, 2190, 631]
section-heading: RENGÖRING OCH UNDERHÅLL bbox=[1148, 1251, 1285, 1262]
list-item: • Esvazie e limpe o humidificador antes de o armazenar. Limpe o humidificador antes da utilização seguinte. bbox=[97, 584, 407, 605]
paragraph-text: reciclar. Mediante el reciclaje de electrodomésticos, usted contribuye a fomentar la protección del medioambiente. Solicite más información sobre los puntos de recogida a las autoridades locales. bbox=[78, 88, 403, 119]
list-item: • Kvôli detailným a podrobným podmienkam záruky, pozri prosím našu servisnú webovú stránku: www.service.tristar.eu bbox=[1880, 1305, 2190, 1327]
section-heading: BEZPIECZEŃSTWO bbox=[435, 284, 520, 295]
list-item: • Przed schowaniem nawilżacza należy go opróżnić i umyć. Przed następnym użyciem umyj nawilżacz. bbox=[453, 669, 764, 691]
list-item: • NOTA: non accendere mai l'unità se non c'è acqua nel serbatoio. bbox=[810, 1086, 1120, 1096]
manual-title: Istruzioni per l'uso bbox=[822, 295, 1033, 325]
list-item: 5. Przycisk jonizacji bbox=[462, 797, 764, 807]
paragraph-text: Po zakończeniu eksploatacji urządzenia nie należy wyrzucać go wraz z odpadami domowymi. Urządzenie to powinno zostać zutylizowane w centralnym punkcie recyklingu domowych urządzeń elektrycznych i elektronicznych. Ten symbol znajdujący się na urządzeniu, w instrukcjach użytkowania i na opakowaniu oznacza ważne kwestie, na które należy zwrócić uwagę. Materiały, z których wytworzono to urządzenie, nadają się do ponownego przetworzenia. Recykling zużytych urządzeń gospodarstwa domowego jest znaczącym wkładem użytkownika w ochronę środowiska. Należy skontaktować się z władzami lokalnymi, aby uzyskać informacje dotyczące punktów zbiórki odpadów. bbox=[791, 153, 1120, 249]
language-code: SV bbox=[1148, 324, 1183, 354]
list-item: 7. Tlačítko Vlhkost bbox=[1532, 754, 1833, 765]
list-item: • Tryck på luftfuktighetsknappen för att välja önskad luftfuktighet. Innan du trycker på denna knapp visas aktuell luftfuktighet. Tryck en gång och displayen visar Co, vilket betyder att ingen önskad luftfuktighet har ställts in. Om du trycker flera gånger kan du ställa in önskad luftfuktighet, från 45 % till 75 %. Den ökar i steg om 5 %. bbox=[1167, 1158, 1477, 1211]
section-heading: BESKRIVNING AV DELAR bbox=[1148, 752, 1259, 762]
list-item: • Certifique-se de que o recipiente de água está limpo e, em seguida, coloque cuidadosamente o depósito na unidade base. bbox=[97, 934, 407, 956]
list-item: • Scollegare la spina dell'apparecchio dalla presa durante le fasi di riempimento e pulizia. bbox=[810, 672, 1120, 693]
crop-mark bbox=[0, 1589, 38, 1590]
list-item: • Před uložením přístroje vyprázdněte a vyčistěte zvlhčovač. Před dalším použitím vyčistěte zvlhčovač. bbox=[1523, 605, 1833, 627]
list-item: • Escove o interior da base e do depósito de água com desengordurante e enxague-o com água limpa. bbox=[97, 1344, 407, 1365]
list-item: • Nikdy nenechávejte vodu v zásobníku, pokud přístroj nepoužíváte. bbox=[1523, 595, 1833, 605]
list-item: • VARNING: Mikroorganismer kan växa i vattentanken och kan blåsas ut i luften, vilket kan medföra allvarliga hälsorisker, när vattnet inte byts ut och tanken inte rengörs regelbundet och på rätt sätt. bbox=[1167, 711, 1477, 743]
paragraph-text: Du hittar all tillgänglig information och reservdelar på service.tristar.eu! bbox=[1504, 195, 1781, 206]
section-heading: PULIZIA E MANUTENZIONE bbox=[791, 1286, 911, 1297]
list-item: 5. Tlačidlo „Anion" bbox=[1888, 589, 2190, 599]
subheading: Assistência bbox=[435, 205, 485, 215]
list-item: • Rengör de keramiska kulorna regelbundet efter användning av 1000 L vatten. bbox=[1167, 1325, 1477, 1335]
list-item: • Pre nastavenie úrovne zvlhčovania z úrovne 1 na úroveň 3 stlačte tlačidlo „Max/min". bbox=[1880, 918, 2190, 939]
list-item: • Ta upp filtersystemet ur vinägern, skaka det ordentligt upprepade gånger och skölj systemet med rent vatten. Torka det. Lägg det i en plastpåse. Förvara det på en sval och mörk plats. bbox=[1167, 1357, 1477, 1389]
list-item: • Usare acqua bollita o acqua distillata. bbox=[810, 1298, 1120, 1309]
paragraph bbox=[1148, 204, 1477, 278]
bullet-list bbox=[1148, 381, 1477, 743]
bullet-list bbox=[1148, 1407, 1477, 1449]
